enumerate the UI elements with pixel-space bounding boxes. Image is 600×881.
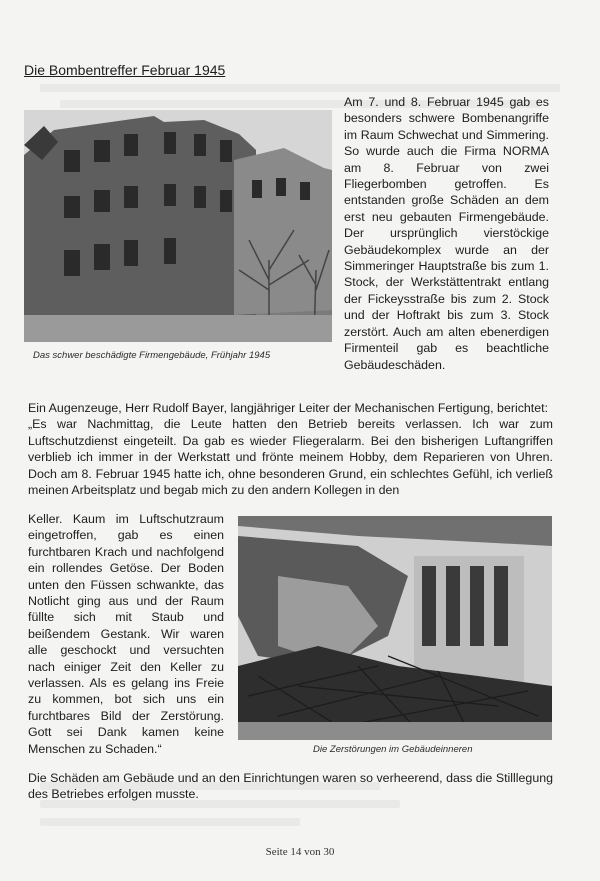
witness-section [28,400,553,498]
intro-text: Am 7. und 8. Februar 1945 gab es besonders schwere Bombenangriffe im Raum Schwechat und Simmering. So wurde auch die Firma NORMA am 8. Februar von zwei Fliegerbomben getroffen. Es entstanden große Schäden an dem erst neu gebauten Firmengebäude. Der ursprünglich vierstöckige Gebäudekomplex wurde an der Simmeringer Hauptstraße bis zum 1. Stock, der Werkstättentrakt entlang der Fickeysstraße bis zum 2. Stock und der Hoftrakt bis zum 3. Stock zerstört. Auch am alten ebenerdigen Firmenteil gab es beachtliche Gebäudeschäden. [344,95,549,372]
conclusion-paragraph [28,770,553,803]
bleed-through [40,818,300,826]
bleed-through [40,84,560,92]
photo-caption: Die Zerstörungen im Gebäudeinneren [313,744,473,755]
quote-text-continued: Keller. Kaum im Luftschutzraum eingetroffen, gab es einen furchtbaren Krach und nachfolgend ein rollendes Getöse. Der Boden unten den Füssen schwankte, das Notlicht ging aus und der Raum füllte sich mit Staub und beißendem Gestank. Wir waren alle geschockt und versuchten nach einiger Zeit den Keller zu verlassen. Als es gelang ins Freie zu kommen, bot sich uns ein furchtbares Bild der Zerstörung. Gott sei Dank kamen keine Menschen zu Schaden.“ [28,512,224,756]
photo-caption: Das schwer beschädigte Firmengebäude, Frühjahr 1945 [33,350,271,361]
quote-continuation [28,511,224,757]
interior-destruction-photo [238,516,552,740]
intro-paragraph [344,94,549,373]
section-heading: Die Bombentreffer Februar 1945 [24,62,226,78]
page-number: Seite 14 von 30 [265,846,335,858]
quote-text: „Es war Nachmittag, die Leute hatten den Betrieb bereits verlassen. Ich war zum Luftschutzdienst eingeteilt. Da gab es wieder Fliegeralarm. Bei den bisherigen Luftangriffen verblieb ich immer in der Werkstatt und frönte meinem Hobby, dem Reparieren von Uhren. Doch am 8. Februar 1945 hatte ich, ohne besonderen Grund, ein schlechtes Gefühl, ich verließ meinen Arbeitsplatz und begab mich zu den andern Kollegen in den [28,417,553,498]
witness-intro: Ein Augenzeuge, Herr Rudolf Bayer, langjähriger Leiter der Mechanischen Fertigung, berichtet: [28,401,549,415]
conclusion-text: Die Schäden am Gebäude und an den Einrichtungen waren so verheerend, dass die Stilllegung des Betriebes erfolgen musste. [28,771,553,802]
damaged-building-photo [24,110,332,342]
